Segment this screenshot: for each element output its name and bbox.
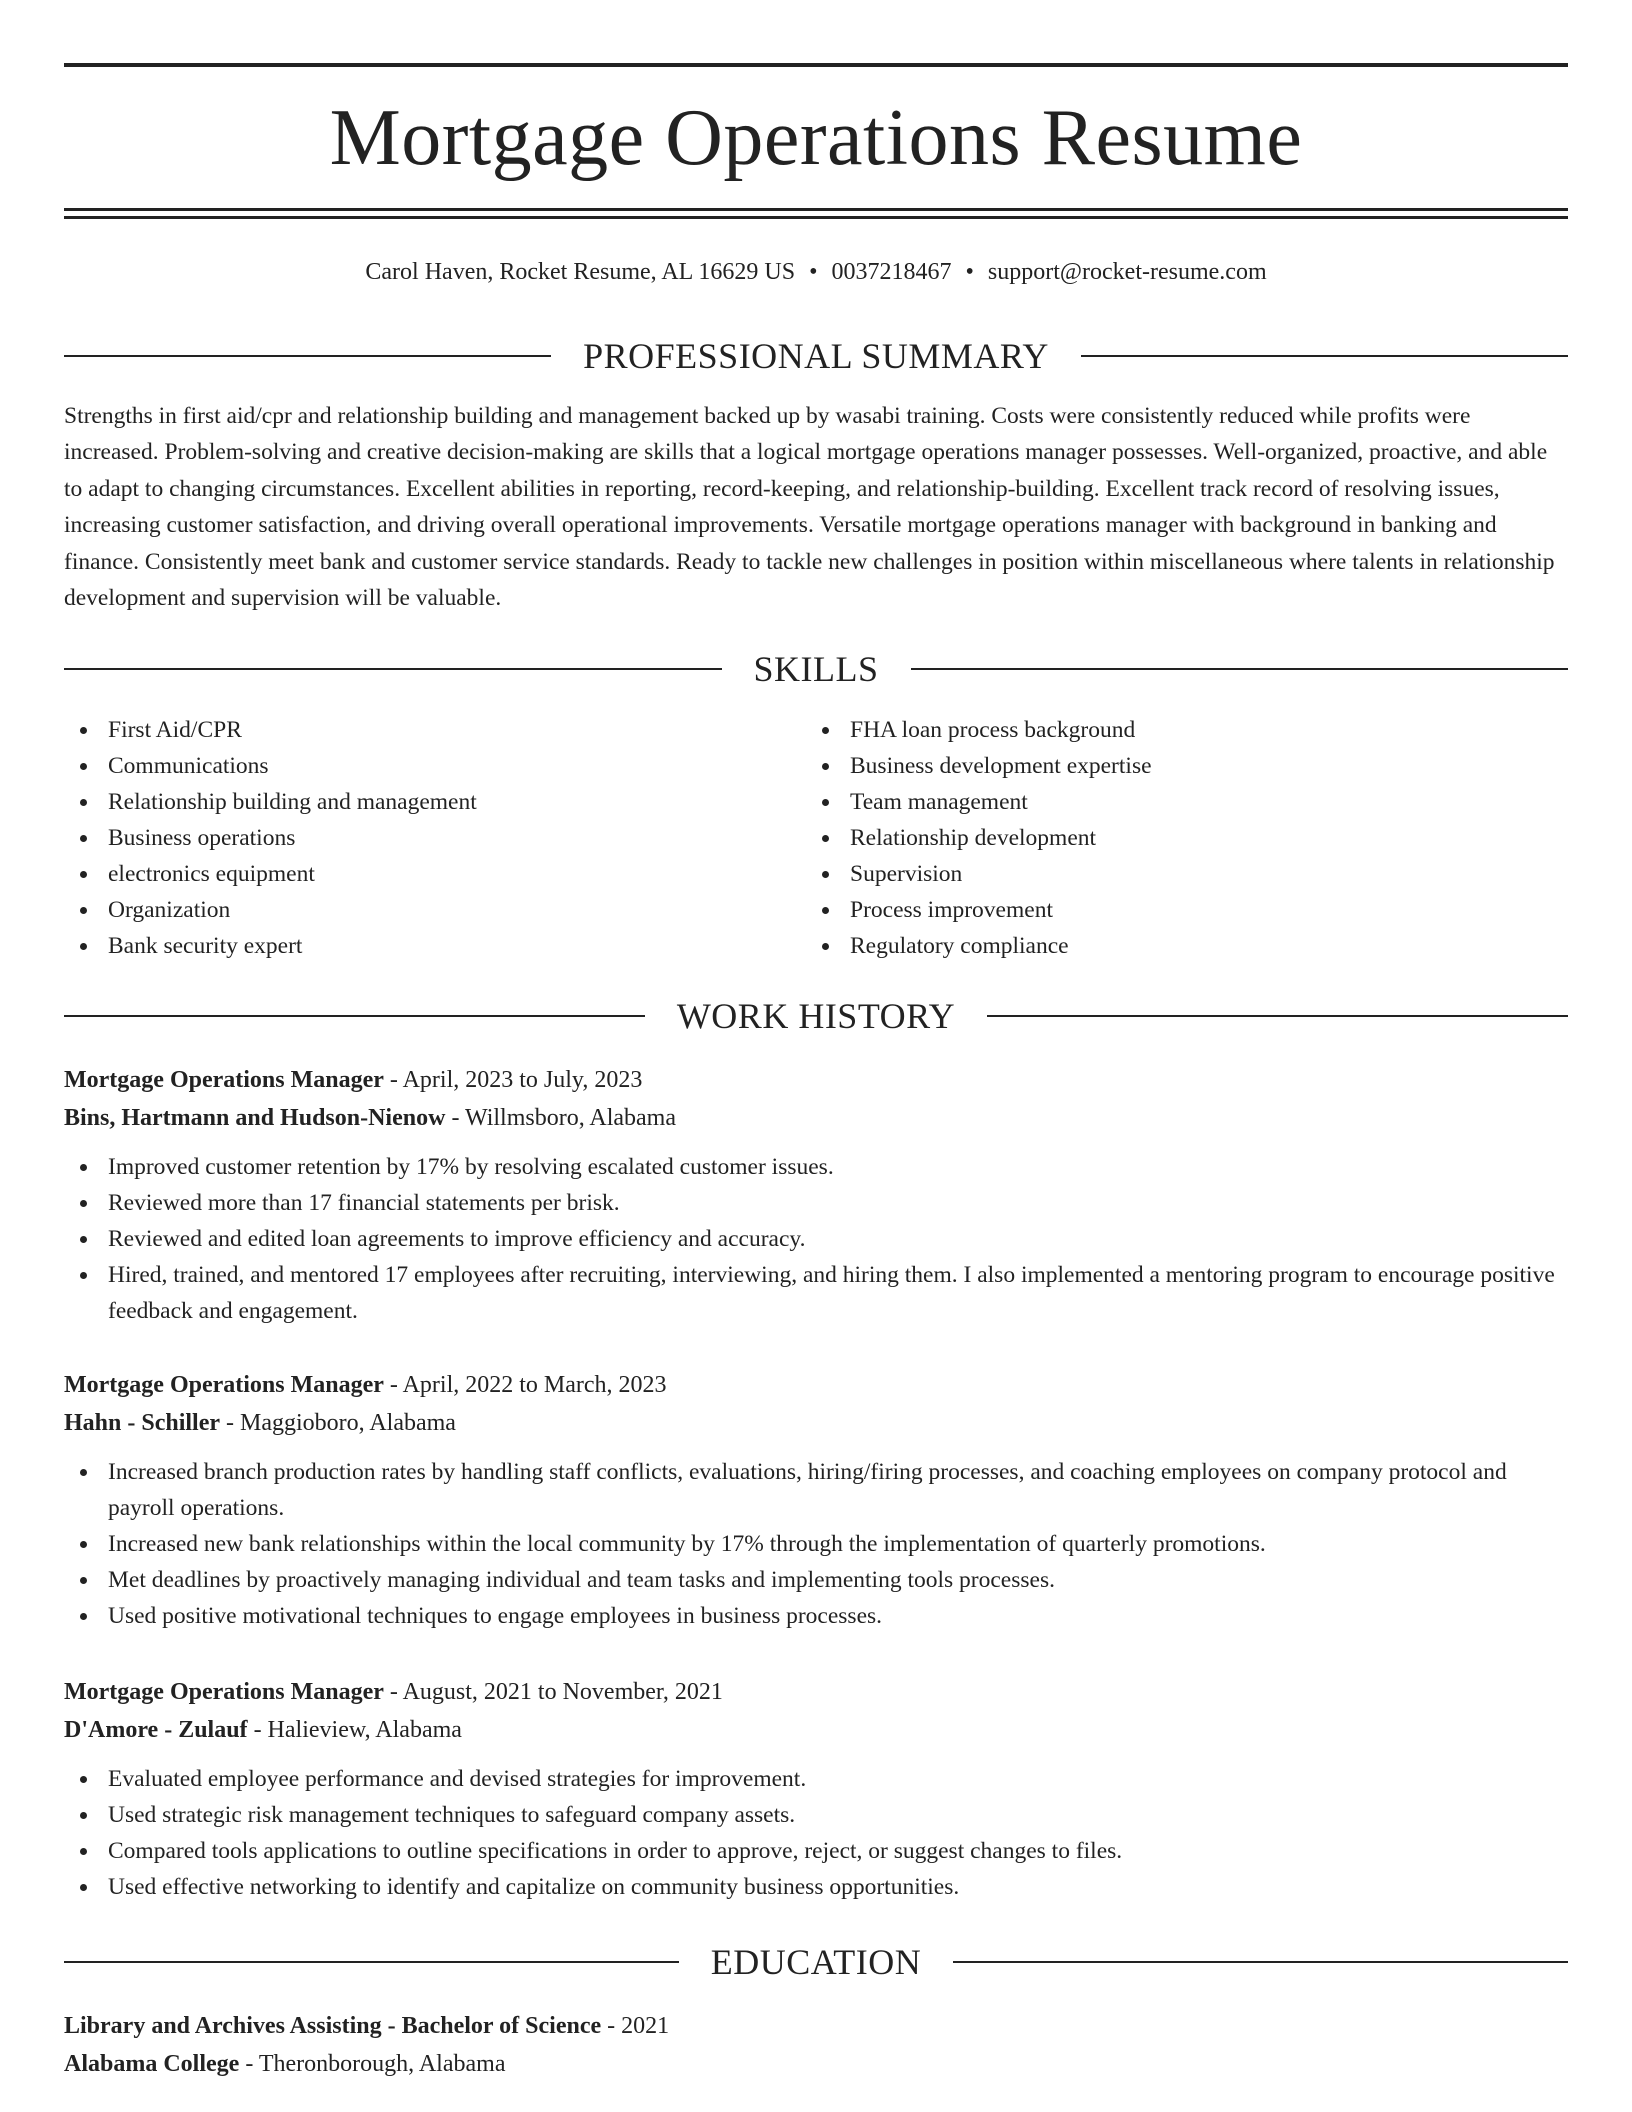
job-bullet: Compared tools applications to outline specifications in order to approve, reject, or suggest changes to files.	[64, 1833, 1568, 1869]
resume-title: Mortgage Operations Resume	[329, 94, 1303, 182]
job-bullet: Reviewed more than 17 financial statements per brisk.	[64, 1185, 1568, 1221]
section-title: SKILLS	[753, 649, 879, 689]
section-rule	[64, 668, 722, 670]
job-bullet: Improved customer retention by 17% by resolving escalated customer issues.	[64, 1149, 1568, 1185]
skill-item: electronics equipment	[64, 856, 477, 892]
job-title: Mortgage Operations Manager	[64, 1679, 384, 1705]
section-rule	[911, 668, 1569, 670]
job-entry	[64, 1366, 1568, 1634]
section-rule	[1081, 355, 1568, 357]
contact-separator: •	[965, 259, 974, 285]
section-header-skills	[64, 649, 1568, 689]
section-title: PROFESSIONAL SUMMARY	[583, 336, 1049, 376]
job-company: D'Amore - Zulauf	[64, 1717, 248, 1743]
job-title-line	[64, 1061, 1568, 1099]
skill-item: Business development expertise	[806, 748, 1152, 784]
job-company: Bins, Hartmann and Hudson-Nienow	[64, 1105, 446, 1131]
job-dates: - April, 2023 to July, 2023	[389, 1067, 643, 1093]
summary-text: Strengths in first aid/cpr and relationship building and management backed up by wasabi training. Costs were consistently reduced while profits were increased. Problem-solving and creative decision-making are skills that a logical mortgage operations manager possesses. Well-organized, proactive, and able to adapt to changing circumstances. Excellent abilities in reporting, record-keeping, and relationship-building. Excellent track record of resolving issues, increasing customer satisfaction, and driving overall operational improvements. Versatile mortgage operations manager with background in banking and finance. Consistently meet bank and customer service standards. Ready to tackle new challenges in position within miscellaneous where talents in relationship development and supervision will be valuable.	[64, 403, 1555, 612]
job-bullet: Hired, trained, and mentored 17 employees after recruiting, interviewing, and hiring them. I also implemented a mentoring program to encourage positive feedback and engagement.	[64, 1257, 1568, 1329]
skill-item: Process improvement	[806, 892, 1152, 928]
skill-item: Regulatory compliance	[806, 928, 1152, 964]
education-year: - 2021	[607, 2013, 670, 2039]
job-bullet: Used positive motivational techniques to engage employees in business processes.	[64, 1598, 1568, 1634]
top-rule	[64, 63, 1568, 67]
education-school-line	[64, 2045, 1568, 2083]
job-title-line	[64, 1366, 1568, 1404]
skill-item: Organization	[64, 892, 477, 928]
section-header-education	[64, 1942, 1568, 1982]
job-dates: - August, 2021 to November, 2021	[389, 1679, 723, 1705]
section-title: EDUCATION	[710, 1942, 922, 1982]
job-bullet: Increased new bank relationships within the local community by 17% through the implementation of quarterly promotions.	[64, 1526, 1568, 1562]
contact-separator: •	[809, 259, 818, 285]
job-bullet: Reviewed and edited loan agreements to improve efficiency and accuracy.	[64, 1221, 1568, 1257]
job-bullet: Evaluated employee performance and devised strategies for improvement.	[64, 1761, 1568, 1797]
contact-email: support@rocket-resume.com	[987, 259, 1267, 285]
section-rule	[987, 1015, 1568, 1017]
skill-item: Relationship development	[806, 820, 1152, 856]
contact-line	[64, 254, 1568, 290]
job-title: Mortgage Operations Manager	[64, 1067, 384, 1093]
skill-item: Communications	[64, 748, 477, 784]
job-bullet: Increased branch production rates by handling staff conflicts, evaluations, hiring/firing processes, and coaching employees on company protocol and payroll operations.	[64, 1454, 1568, 1526]
section-rule	[64, 1015, 645, 1017]
job-bullet: Met deadlines by proactively managing individual and team tasks and implementing tools processes.	[64, 1562, 1568, 1598]
education-entry	[64, 2007, 1568, 2083]
contact-address: Carol Haven, Rocket Resume, AL 16629 US	[365, 259, 796, 285]
job-title-line	[64, 1673, 1568, 1711]
section-rule	[64, 355, 551, 357]
skill-item: First Aid/CPR	[64, 712, 477, 748]
section-rule	[953, 1961, 1568, 1963]
section-header-work	[64, 996, 1568, 1036]
skills-list-right	[806, 712, 1152, 964]
section-title: WORK HISTORY	[676, 996, 956, 1036]
job-entry	[64, 1061, 1568, 1329]
section-rule	[64, 1961, 679, 1963]
job-location: - Maggioboro, Alabama	[226, 1410, 456, 1436]
job-company-line	[64, 1404, 1568, 1442]
contact-phone: 0037218467	[831, 259, 952, 285]
education-school: Alabama College	[64, 2051, 240, 2077]
job-company-line	[64, 1099, 1568, 1137]
job-dates: - April, 2022 to March, 2023	[389, 1372, 667, 1398]
skills-list-left	[64, 712, 477, 964]
job-title: Mortgage Operations Manager	[64, 1372, 384, 1398]
title-rule-upper	[64, 208, 1568, 211]
job-location: - Halieview, Alabama	[253, 1717, 462, 1743]
job-bullets	[64, 1454, 1568, 1634]
skill-item: Relationship building and management	[64, 784, 477, 820]
job-bullet: Used effective networking to identify and capitalize on community business opportunities.	[64, 1869, 1568, 1905]
job-company-line	[64, 1711, 1568, 1749]
job-location: - Willmsboro, Alabama	[451, 1105, 676, 1131]
skill-item: Team management	[806, 784, 1152, 820]
title-rule-lower	[64, 216, 1568, 219]
skill-item: FHA loan process background	[806, 712, 1152, 748]
skill-item: Business operations	[64, 820, 477, 856]
job-bullets	[64, 1149, 1568, 1329]
job-bullet: Used strategic risk management techniques to safeguard company assets.	[64, 1797, 1568, 1833]
section-header-summary	[64, 336, 1568, 376]
skill-item: Bank security expert	[64, 928, 477, 964]
education-location: - Theronborough, Alabama	[245, 2051, 506, 2077]
job-bullets	[64, 1761, 1568, 1905]
education-degree-line	[64, 2007, 1568, 2045]
skill-item: Supervision	[806, 856, 1152, 892]
job-company: Hahn - Schiller	[64, 1410, 221, 1436]
education-degree: Library and Archives Assisting - Bachelor of Science	[64, 2013, 602, 2039]
job-entry	[64, 1673, 1568, 1905]
